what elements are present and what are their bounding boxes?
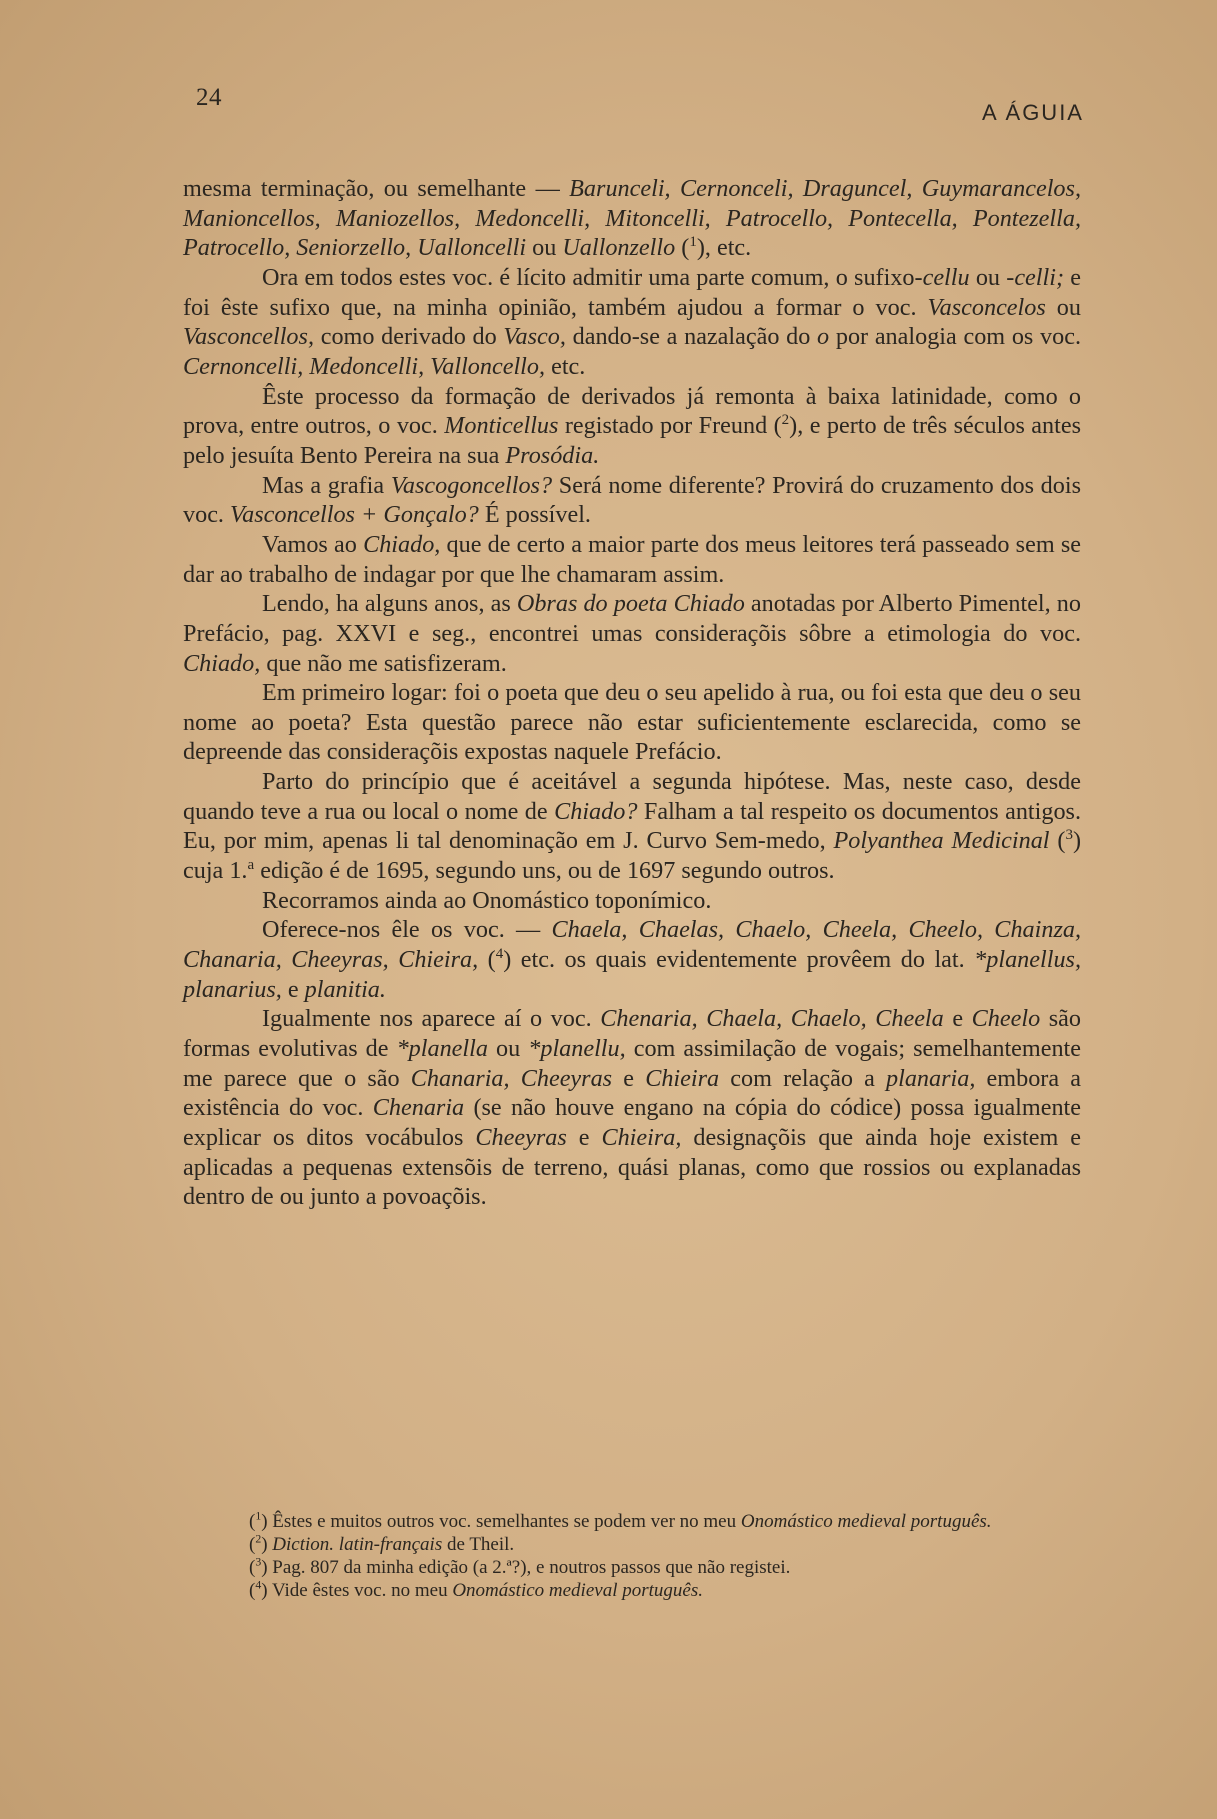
text-run: ), etc.	[696, 234, 752, 262]
footnote	[183, 1556, 1081, 1579]
paragraph	[183, 886, 1081, 916]
paragraph	[183, 471, 1081, 530]
italic-run: Uallonzello	[562, 234, 676, 262]
text-run: e	[566, 1124, 602, 1151]
text-run: ou	[487, 1035, 529, 1063]
text-run: (	[1049, 827, 1066, 855]
italic-run: Chaela, Chaelas, Chaelo, Cheela, Cheelo, Chainza, Chanaria, Cheeyras, Chieira,	[183, 916, 1081, 974]
text-run: Igualmente nos aparece aí o voc.	[262, 1005, 601, 1033]
italic-run: *planellu,	[528, 1035, 626, 1063]
text-run: anotadas por Alberto Pimentel, no Prefácio, pag. XXVI e seg., encontrei umas consideraçõis sôbre a etimologia do voc.	[183, 590, 1081, 647]
italic-run: Vasconcellos + Gonçalo?	[230, 501, 479, 529]
italic-run: Chieira	[645, 1064, 720, 1092]
text-run: Lendo, ha alguns anos, as	[262, 590, 517, 618]
footnotes	[183, 1510, 1081, 1602]
text-run: ou	[1045, 293, 1081, 321]
superscript: 4	[495, 946, 504, 962]
paragraph	[183, 530, 1081, 589]
italic-run: Chiado?	[554, 797, 638, 825]
italic-run: Chenaria	[372, 1094, 465, 1122]
italic-run: Chenaria, Chaela, Chaelo, Cheela	[600, 1005, 944, 1033]
text-run: (	[249, 1511, 256, 1532]
paragraph	[183, 263, 1081, 382]
text-run: com assimilação de vogais; semelhantemente me parece que o são	[183, 1035, 1082, 1092]
running-title: A ÁGUIA	[981, 100, 1084, 125]
text-run: que de certo a maior parte dos meus leitores terá passeado sem se dar ao trabalho de indagar por que lhe chamaram assim.	[183, 530, 1081, 588]
italic-run: Chiado,	[183, 649, 261, 677]
paragraph	[183, 174, 1081, 263]
text-run: (	[249, 1580, 256, 1601]
text-run: como derivado do	[314, 323, 504, 351]
text-run: etc.	[545, 352, 586, 380]
text-run: ou	[526, 234, 563, 262]
italic-run: Chieira,	[601, 1124, 682, 1151]
italic-run: o	[817, 323, 830, 351]
superscript: 1	[689, 234, 697, 251]
text-run: Em primeiro logar: foi o poeta que deu o seu apelido à rua, ou foi esta que deu o seu nome ao poeta? Esta questão parece não estar suficientemente esclarecida, como se depreende das consideraçõis expostas naquele Prefácio.	[183, 679, 1081, 766]
italic-run: Vascogoncellos?	[390, 471, 553, 499]
text-run: Parto do princípio que é aceitável a segunda hipótese. Mas, neste caso, desde quando teve a rua ou local o nome de	[183, 768, 1081, 825]
text-run: Será nome diferente? Provirá do cruzamento dos dois voc.	[183, 471, 1081, 529]
paragraph	[183, 767, 1081, 886]
superscript: 4	[255, 1578, 262, 1592]
paragraph	[183, 678, 1081, 767]
text-run: ou	[969, 263, 1007, 291]
italic-run: Polyanthea Medicinal	[833, 827, 1050, 855]
text-run: Mas a grafia	[262, 471, 391, 499]
text-run: ) cuja 1.	[183, 827, 1081, 885]
italic-run: Cheeyras	[475, 1124, 567, 1151]
italic-run: -celli;	[1006, 263, 1065, 291]
italic-run: Chanaria, Cheeyras	[410, 1064, 613, 1092]
superscript: a	[247, 857, 255, 874]
text-run: (	[249, 1534, 256, 1555]
text-run: ) Êstes e muitos outros voc. semelhantes se podem ver no meu	[261, 1511, 741, 1532]
text-run: (se não houve engano na cópia do códice) possa igualmente explicar os ditos vocábulos	[183, 1094, 1081, 1151]
text-run: e	[943, 1005, 972, 1033]
italic-run: Obras do poeta Chiado	[516, 590, 745, 618]
italic-run: Vasconcelos	[927, 293, 1046, 321]
text-run: Recorramos ainda ao Onomástico toponímico.	[262, 886, 712, 914]
text-run: por analogia com os voc.	[829, 323, 1082, 351]
text-run: são formas evolutivas de	[183, 1005, 1081, 1063]
text-run: dando-se a nazalação do	[565, 323, 818, 351]
italic-run: *planellus, planarius,	[183, 946, 1081, 1003]
italic-run: Prosódia.	[505, 441, 600, 469]
italic-run: Cheelo	[971, 1005, 1041, 1033]
text-run: que não me satisfizeram.	[260, 649, 507, 677]
text-run: ) Pag. 807 da minha edição (a 2.ª?), e noutros passos que não registei.	[261, 1557, 791, 1578]
italic-run: planaria,	[886, 1064, 976, 1092]
superscript: 2	[255, 1532, 262, 1546]
italic-run: Barunceli, Cernonceli, Draguncel, Guymarancelos, Manioncellos, Maniozellos, Medoncelli, Mitoncelli, Patrocello, Pontecella, Pontezella, Patrocello, Seniorzello, Ualloncelli	[183, 175, 1081, 262]
italic-run: cellu	[922, 263, 970, 291]
text-run: ) etc. os quais evidentemente provêem do lat.	[503, 946, 975, 974]
text-run: edição é de 1695, segundo uns, ou de 1697 segundo outros.	[254, 857, 835, 885]
text-run: Ora em todos estes voc. é lícito admitir uma parte comum, o sufixo-	[262, 263, 923, 291]
italic-run: Vasco,	[503, 323, 566, 351]
italic-run: Cernoncelli, Medoncelli, Valloncello,	[183, 352, 546, 380]
page-number: 24	[196, 84, 222, 111]
text-run: com relação a	[719, 1064, 886, 1092]
text-run: registado por Freund (	[558, 412, 782, 440]
superscript: 3	[255, 1555, 262, 1569]
text-run: )	[261, 1534, 273, 1555]
text-run: ) Vide êstes voc. no meu	[261, 1580, 453, 1601]
superscript: 2	[781, 412, 790, 429]
text-run: ), e perto de três séculos antes pelo jesuíta Bento Pereira na sua	[183, 412, 1081, 469]
text-run: mesma terminação, ou semelhante —	[183, 175, 570, 202]
superscript: 3	[1065, 827, 1073, 844]
italic-run: Vasconcellos,	[183, 323, 314, 351]
text-run: e foi êste sufixo que, na minha opinião, também ajudou a formar o voc.	[183, 263, 1081, 321]
text-run: Falham a tal respeito os documentos antigos. Eu, por mim, apenas li tal denominação em J. Curvo Sem-medo,	[183, 797, 1081, 855]
italic-run: Onomástico medieval português.	[740, 1511, 992, 1532]
text-run: designaçõis que ainda hoje existem e aplicadas a pequenas extensõis de terreno, quási planas, como que rossios ou explanadas dentro de ou junto a povoaçõis.	[183, 1124, 1081, 1211]
footnote	[183, 1579, 1081, 1602]
body-text	[183, 174, 1081, 1212]
italic-run: Monticellus	[444, 412, 559, 440]
text-run: Oferece-nos êle os voc. —	[262, 916, 552, 944]
text-run: (	[249, 1557, 256, 1578]
footnote	[183, 1510, 1081, 1533]
text-run: (	[478, 946, 496, 974]
italic-run: *planella	[396, 1035, 488, 1063]
text-run: É possível.	[478, 501, 591, 529]
superscript: 1	[255, 1509, 262, 1523]
paragraph	[183, 1004, 1081, 1212]
text-run: e	[612, 1064, 646, 1092]
italic-run: planitia.	[304, 975, 386, 1003]
paragraph	[183, 589, 1081, 678]
italic-run: Chiado,	[363, 530, 441, 558]
text-run: de Theil.	[442, 1534, 515, 1555]
text-run: Vamos ao	[262, 530, 364, 558]
italic-run: Diction. latin-français	[272, 1534, 443, 1555]
paragraph	[183, 382, 1081, 471]
text-run: Êste processo da formação de derivados já remonta à baixa latinidade, como o prova, entre outros, o voc.	[183, 382, 1081, 440]
footnote	[183, 1533, 1081, 1556]
text-run: embora a existência do voc.	[183, 1064, 1081, 1122]
text-run: (	[675, 234, 690, 262]
paragraph	[183, 915, 1081, 1004]
text-run: e	[281, 975, 305, 1003]
italic-run: Onomástico medieval português.	[452, 1580, 703, 1601]
